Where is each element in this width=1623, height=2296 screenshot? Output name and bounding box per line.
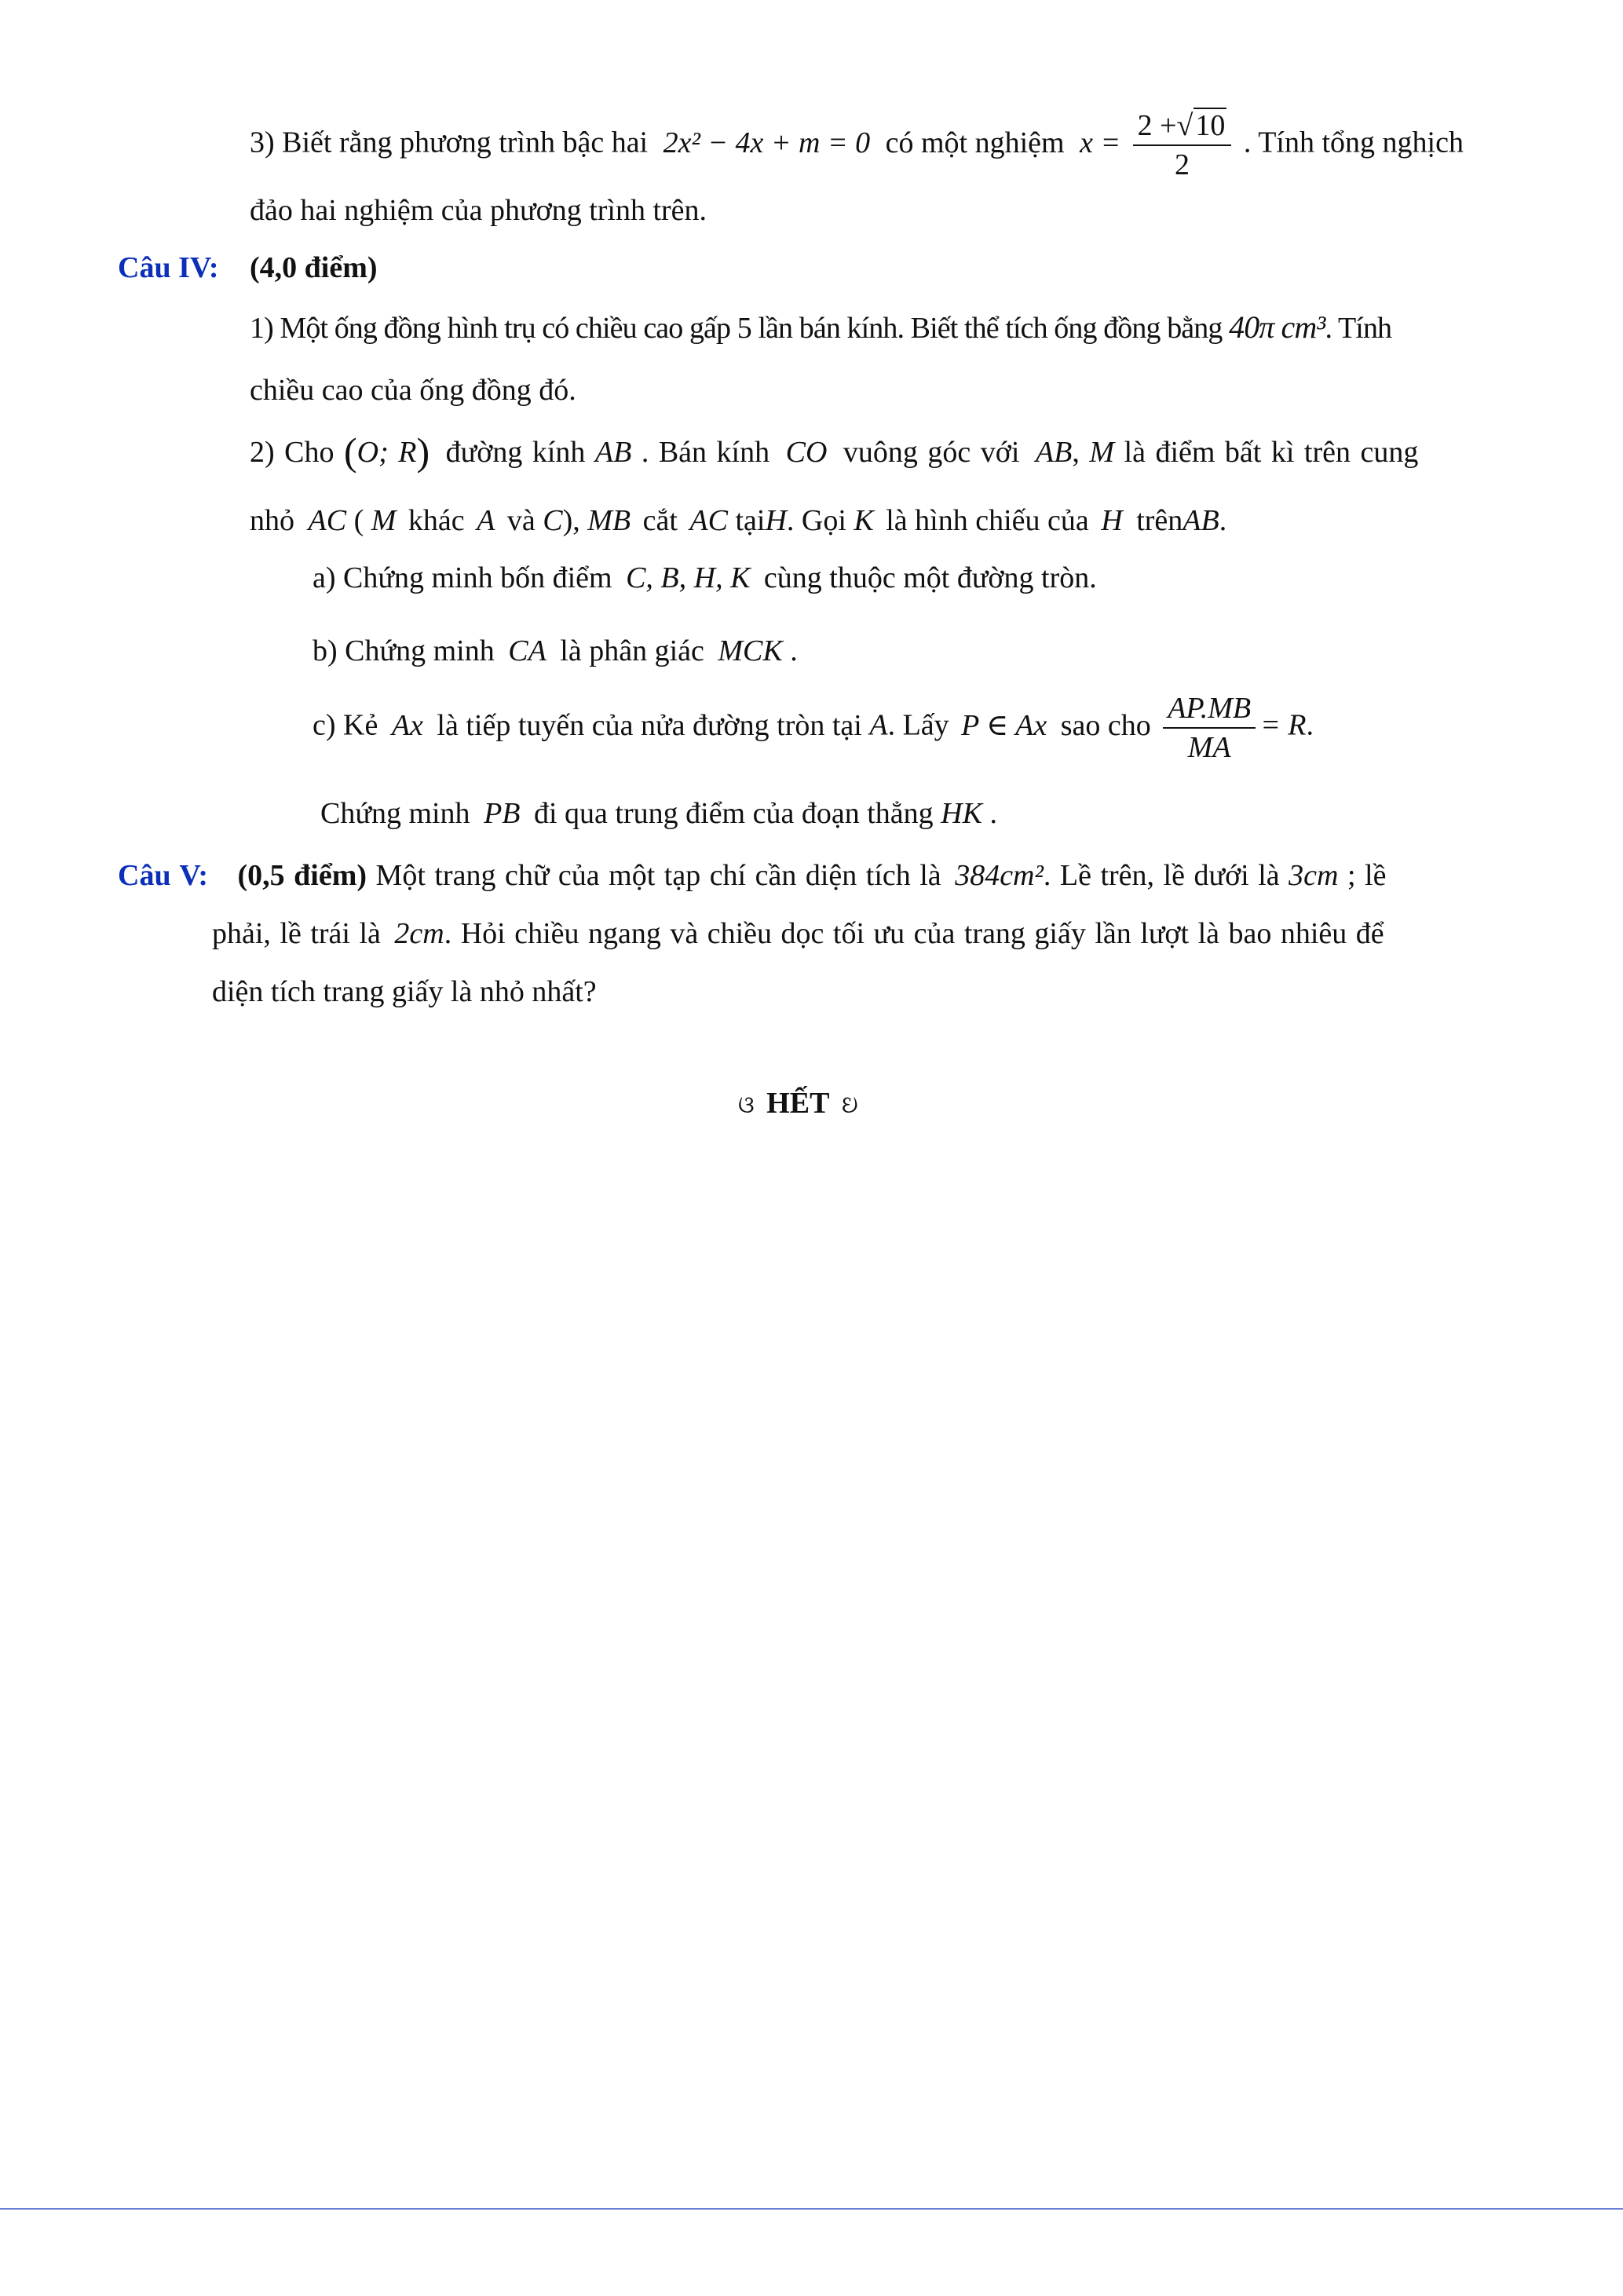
circle-notation: O; R (356, 436, 417, 469)
a-points: C, B, H, K (626, 561, 751, 594)
cau4-heading (118, 250, 378, 286)
b-text: b) Chứng minh (313, 634, 495, 667)
c2-mid: đi qua trung điểm của đoạn thẳng (534, 797, 934, 830)
right-ornament-icon: ଓ (841, 1091, 858, 1119)
cau5-area: 384cm² (955, 859, 1044, 892)
c-eq: = R (1260, 708, 1307, 742)
p2l2-H: H (765, 504, 787, 537)
c-P: P ∈ Ax (961, 708, 1047, 742)
cau4-p2-c: . Bán kính (641, 436, 770, 469)
cau4-p2-M: M (1089, 436, 1115, 469)
cau4-p2-a: 2) Cho (250, 436, 334, 469)
cau4-label: Câu IV: (118, 251, 219, 284)
cau4-p2-line1: 2) Cho (O; R) đường kính AB . Bán kính CO vuông góc với AB, M là điểm bất kì trên cung (250, 430, 1419, 473)
p2l2-H2: H (1101, 504, 1123, 537)
c-Ax: Ax (391, 708, 423, 742)
c-frac-num: AP.MB (1163, 691, 1256, 729)
cau4-p2-line2 (250, 503, 1226, 539)
c-text: c) Kẻ (313, 708, 378, 742)
p2l2-AC: AC (308, 504, 347, 537)
p2l2-b: ( (353, 504, 364, 537)
p2l2-c: khác (408, 504, 465, 537)
q3-frac-num-b: 10 (1195, 109, 1226, 142)
c-mid: là tiếp tuyến của nửa đường tròn tại (437, 708, 862, 742)
cau4-p2-AB1: AB (594, 436, 632, 469)
cau5-points: (0,5 điểm) (237, 859, 367, 892)
p2l2-MB: MB (587, 504, 631, 537)
b-mid: là phân giác (560, 634, 704, 667)
c-A: A (869, 708, 888, 742)
p2l2-f: cắt (642, 504, 678, 537)
q3-root-fraction (1133, 108, 1232, 182)
cau5-line1 (118, 857, 1386, 894)
p2l2-d: và (506, 504, 536, 537)
cau5-l1-a: Một trang chữ của một tạp chí cần diện tích là (375, 859, 941, 892)
b-MCK: MCK (718, 634, 783, 667)
left-ornament-icon: ଓ (738, 1091, 755, 1119)
cau4-p1-line2: chiều cao của ống đồng đó. (250, 374, 576, 407)
p2l2-AC2: AC (689, 504, 728, 537)
cau5-line3: diện tích trang giấy là nhỏ nhất? (212, 975, 597, 1008)
cau4-points: (4,0 điểm) (249, 251, 378, 284)
c-mid2: . Lấy (887, 708, 949, 742)
p2l2-a: nhỏ (250, 504, 294, 537)
cau5-label: Câu V: (118, 859, 208, 892)
sqrt-icon: √ (1176, 109, 1193, 142)
cau4-b (313, 633, 798, 669)
cau5-l1-b: . Lề trên, lề dưới là (1043, 859, 1280, 892)
p2l2-i: là hình chiếu của (886, 504, 1089, 537)
c2-HK: HK (941, 797, 982, 830)
p2l2-K: K (854, 504, 874, 537)
cau4-p1-tail: . Tính (1325, 312, 1392, 345)
cau5-line2 (212, 916, 1384, 952)
p2l2-A: A (477, 504, 495, 537)
cau4-a (313, 560, 1097, 596)
cau4-p2-f: là điểm bất kì trên cung (1124, 436, 1419, 469)
cau4-p1-volume: 40π cm³ (1229, 309, 1325, 345)
p2l2-C: C (543, 504, 563, 537)
cau5-l1-c: ; lề (1347, 859, 1387, 892)
q3-frac-num-a: 2 + (1137, 109, 1177, 142)
cau4-c2 (320, 795, 997, 832)
cau4-p2-b: đường kính (445, 436, 586, 469)
cau4-p2-AB2: AB (1035, 436, 1073, 469)
q3-equation: 2x² − 4x + m = 0 (663, 126, 871, 159)
p2l2-M: M (371, 504, 397, 537)
c2-text: Chứng minh (320, 797, 470, 830)
end-marker (738, 1085, 858, 1124)
b-CA: CA (508, 634, 546, 667)
cau4-p1-text: 1) Một ống đồng hình trụ có chiều cao gấp 5 lần bán kính. Biết thể tích ống đồng bằng (250, 312, 1223, 345)
q3-frac-den: 2 (1175, 148, 1190, 181)
cau5-3cm: 3cm (1289, 859, 1339, 892)
cau4-p1-line1 (250, 309, 1391, 346)
c2-tail: . (989, 797, 997, 830)
q3-line2: đảo hai nghiệm của phương trình trên. (250, 194, 707, 227)
c2-PB: PB (484, 797, 521, 830)
p2l2-h: . Gọi (786, 504, 846, 537)
c-tail: . (1306, 708, 1314, 742)
cau5-l2-b: . Hỏi chiều ngang và chiều dọc tối ưu của trang giấy lần lượt là bao nhiêu để (444, 917, 1384, 950)
cau4-p2-CO: CO (785, 436, 828, 469)
p2l2-g: tại (735, 504, 766, 537)
p2l2-k: . (1219, 504, 1227, 537)
p2l2-AB: AB (1183, 504, 1219, 537)
cau5-2cm: 2cm (394, 917, 444, 950)
a-text: a) Chứng minh bốn điểm (313, 561, 612, 594)
c-frac-den: MA (1187, 731, 1231, 764)
cau4-c (313, 691, 1314, 765)
cau4-p2-d: vuông góc với (843, 436, 1020, 469)
b-tail: . (790, 634, 798, 667)
c-mid3: sao cho (1060, 708, 1151, 742)
cau4-p2-e: , (1072, 436, 1080, 469)
c-fraction (1163, 691, 1256, 765)
end-text: HẾT (766, 1087, 830, 1120)
q3-mid: có một nghiệm (885, 126, 1065, 159)
a-tail: cùng thuộc một đường tròn. (763, 561, 1097, 594)
p2l2-j: trên (1136, 504, 1183, 537)
footer-rule (0, 2208, 1623, 2210)
q3-line1 (250, 108, 1464, 182)
q3-tail: . Tính tổng nghịch (1243, 126, 1464, 159)
q3-label: 3) Biết rằng phương trình bậc hai (250, 126, 649, 159)
p2l2-e: ), (562, 504, 580, 537)
q3-x-lhs: x = (1080, 126, 1121, 159)
cau5-l2-a: phải, lề trái là (212, 917, 381, 950)
